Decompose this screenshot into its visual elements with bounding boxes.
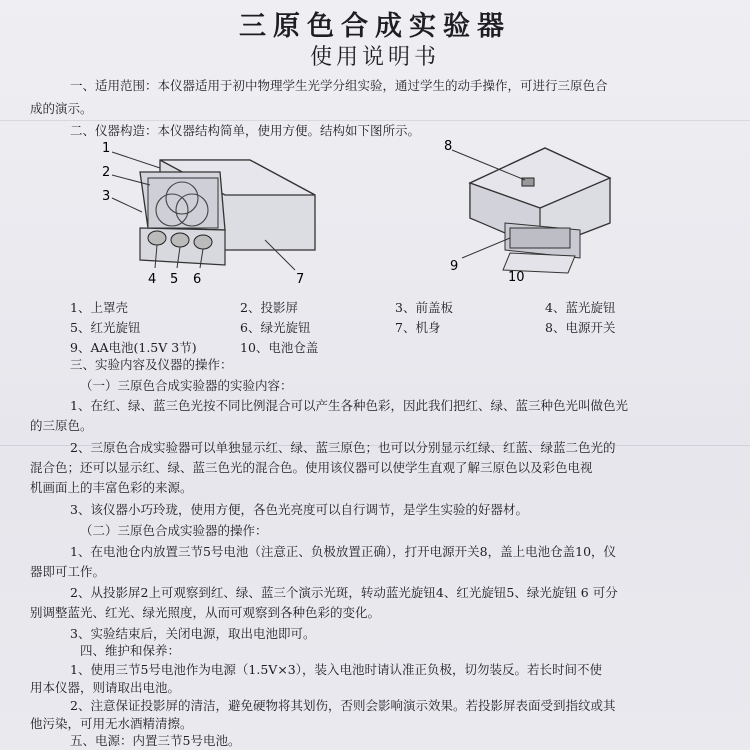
paragraph-line: 用本仪器，则请取出电池。: [30, 680, 181, 695]
paragraph-line: 的三原色。: [30, 418, 93, 433]
section-heading: 四、维护和保养：: [80, 643, 181, 658]
diagram-label-3: 3: [102, 189, 111, 204]
diagram-label-6: 6: [193, 272, 202, 287]
subsection-heading: （一）三原色合成实验器的实验内容：: [80, 378, 293, 393]
part-item: 5、红光旋钮: [70, 320, 141, 335]
device-back-diagram: [440, 138, 640, 288]
paragraph-line: 机画面上的丰富色彩的来源。: [30, 480, 193, 495]
paragraph-line: 五、电源：内置三节5号电池。: [70, 733, 241, 748]
section-scope: 一、适用范围：本仪器适用于初中物理学生光学分组实验，通过学生的动手操作，可进行三原色合: [70, 78, 608, 93]
paragraph-line: 1、在红、绿、蓝三色光按不同比例混合可以产生各种色彩，因此我们把红、绿、蓝三种色光叫做色光: [70, 398, 628, 413]
part-item: 8、电源开关: [545, 320, 616, 335]
paragraph-line: 2、从投影屏2上可观察到红、绿、蓝三个演示光斑，转动蓝光旋钮4、红光旋钮5、绿光旋钮 6 可分: [70, 585, 618, 600]
part-item: 2、投影屏: [240, 300, 298, 315]
paragraph-line: 2、三原色合成实验器可以单独显示红、绿、蓝三原色；也可以分别显示红绿、红蓝、绿蓝二色光的: [70, 440, 616, 455]
document-subtitle: 使用说明书: [309, 45, 440, 70]
diagram-label-9: 9: [450, 259, 459, 274]
diagram-label-2: 2: [102, 165, 111, 180]
paragraph-line: 1、在电池仓内放置三节5号电池（注意正、负极放置正确），打开电源开关8，盖上电池仓盖10，仪: [70, 544, 617, 559]
section-scope-cont: 成的演示。: [30, 101, 93, 116]
paragraph-line: 别调整蓝光、红光、绿光照度，从而可观察到各种色彩的变化。: [30, 605, 381, 620]
paragraph-line: 器即可工作。: [30, 564, 106, 579]
part-item: 6、绿光旋钮: [240, 320, 311, 335]
subsection-heading: （二）三原色合成实验器的操作：: [80, 523, 268, 538]
paragraph-line: 2、注意保证投影屏的清洁，避免硬物将其划伤，否则会影响演示效果。若投影屏表面受到指纹或其: [70, 698, 616, 713]
paragraph-line: 3、实验结束后，关闭电源，取出电池即可。: [70, 626, 316, 641]
part-item: 3、前盖板: [395, 300, 453, 315]
device-front-diagram: [100, 140, 340, 290]
paragraph-line: 3、该仪器小巧玲珑，使用方便，各色光亮度可以自行调节，是学生实验的好器材。: [70, 502, 528, 517]
diagram-label-5: 5: [170, 272, 179, 287]
part-item: 7、机身: [395, 320, 441, 335]
section-heading: 三、实验内容及仪器的操作：: [70, 357, 233, 372]
document-title: 三原色合成实验器: [239, 11, 511, 42]
diagram-label-8: 8: [444, 139, 453, 154]
part-item: 1、上罩壳: [70, 300, 128, 315]
paragraph-line: 1、使用三节5号电池作为电源（1.5V×3），装入电池时请认准正负极，切勿装反。若长时间不使: [70, 662, 602, 677]
part-item: 9、AA电池(1.5V 3节): [70, 340, 197, 355]
diagram-label-7: 7: [296, 272, 305, 287]
part-item: 10、电池仓盖: [240, 340, 319, 355]
paragraph-line: 他污染，可用无水酒精清擦。: [30, 716, 193, 731]
paragraph-line: 混合色；还可以显示红、绿、蓝三色光的混合色。使用该仪器可以使学生直观了解三原色以及彩色电视: [30, 460, 593, 475]
paper-fold: [0, 120, 750, 121]
diagram-label-1: 1: [102, 141, 111, 156]
diagram-label-10: 10: [508, 270, 525, 285]
section-structure: 二、仪器构造：本仪器结构简单，使用方便。结构如下图所示。: [70, 123, 421, 138]
part-item: 4、蓝光旋钮: [545, 300, 616, 315]
diagram-label-4: 4: [148, 272, 157, 287]
